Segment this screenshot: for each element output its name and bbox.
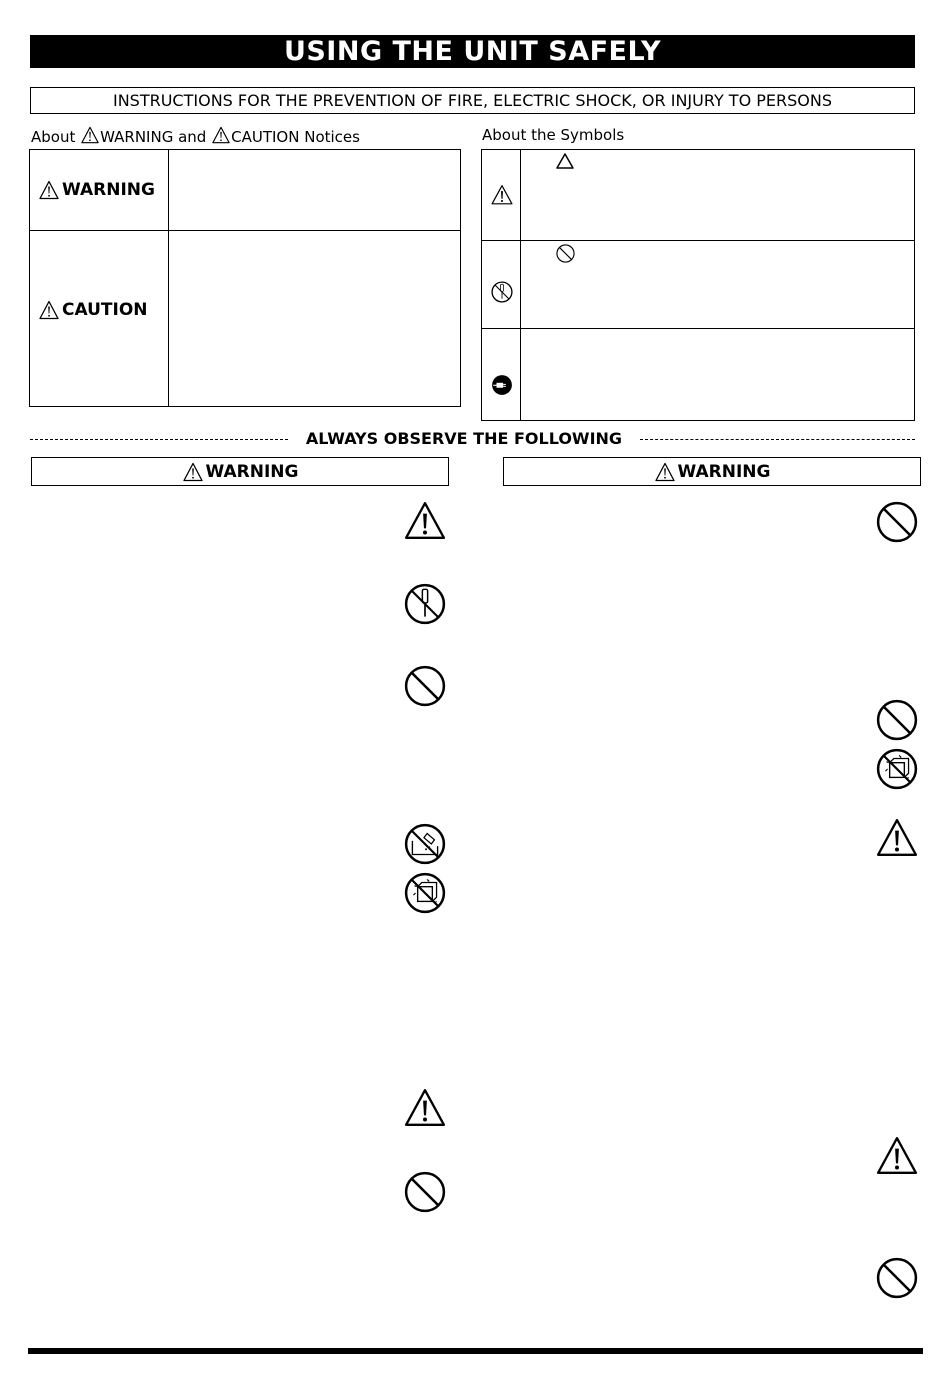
prohibited-icon [556,244,575,263]
symbols-table [481,149,915,421]
notices-caption-prefix: About [31,128,76,146]
right-warning-header-text: WARNING [677,461,771,482]
caution-triangle-icon [38,300,60,320]
notices-caption [31,126,360,146]
observe-title: ALWAYS OBSERVE THE FOLLOWING [305,429,623,448]
warning-triangle-icon [38,180,60,200]
symbols-caption: About the Symbols [482,126,625,144]
no-disassemble-icon [491,281,513,303]
no-disassemble-icon [404,583,446,625]
page-subtitle: INSTRUCTIONS FOR THE PREVENTION OF FIRE, ELECTRIC SHOCK, OR INJURY TO PERSONS [30,87,915,114]
prohibited-icon [876,1257,918,1299]
warning-triangle-icon [404,500,446,542]
warning-triangle-icon [182,462,204,482]
triangle-outline-icon [555,152,575,170]
notice-warning-text: WARNING [62,180,155,200]
warning-triangle-icon [404,1087,446,1129]
no-shock-icon [876,748,918,790]
footer-rule [28,1348,923,1354]
observe-dash-left [30,439,288,440]
prohibited-icon [876,699,918,741]
notices-divider [168,149,169,407]
left-warning-header [31,457,449,486]
left-warning-header-text: WARNING [205,461,299,482]
warning-triangle-icon [491,184,513,206]
notice-caution-text: CAUTION [62,300,148,320]
notices-caption-caution: CAUTION [231,128,300,146]
symbols-row-divider-2 [481,328,915,329]
unplug-icon [491,374,513,396]
notices-caption-suffix: Notices [304,128,360,146]
warning-triangle-icon [654,462,676,482]
notices-caption-warning: WARNING [100,128,174,146]
symbols-divider [520,149,521,421]
warning-triangle-icon [80,126,100,144]
warning-triangle-icon [876,1135,918,1177]
symbols-row-divider-1 [481,240,915,241]
no-shock-icon [404,872,446,914]
right-warning-header [503,457,921,486]
caution-triangle-icon [211,126,231,144]
notices-row-divider [29,230,461,231]
prohibited-icon [404,665,446,707]
notice-warning-label [38,180,155,200]
prohibited-icon [404,1171,446,1213]
prohibited-icon [876,501,918,543]
observe-dash-right [640,439,915,440]
no-water-icon [404,823,446,865]
notice-caution-label [38,300,148,320]
notices-caption-and: and [178,128,207,146]
warning-triangle-icon [876,817,918,859]
page-title: USING THE UNIT SAFELY [30,35,915,68]
